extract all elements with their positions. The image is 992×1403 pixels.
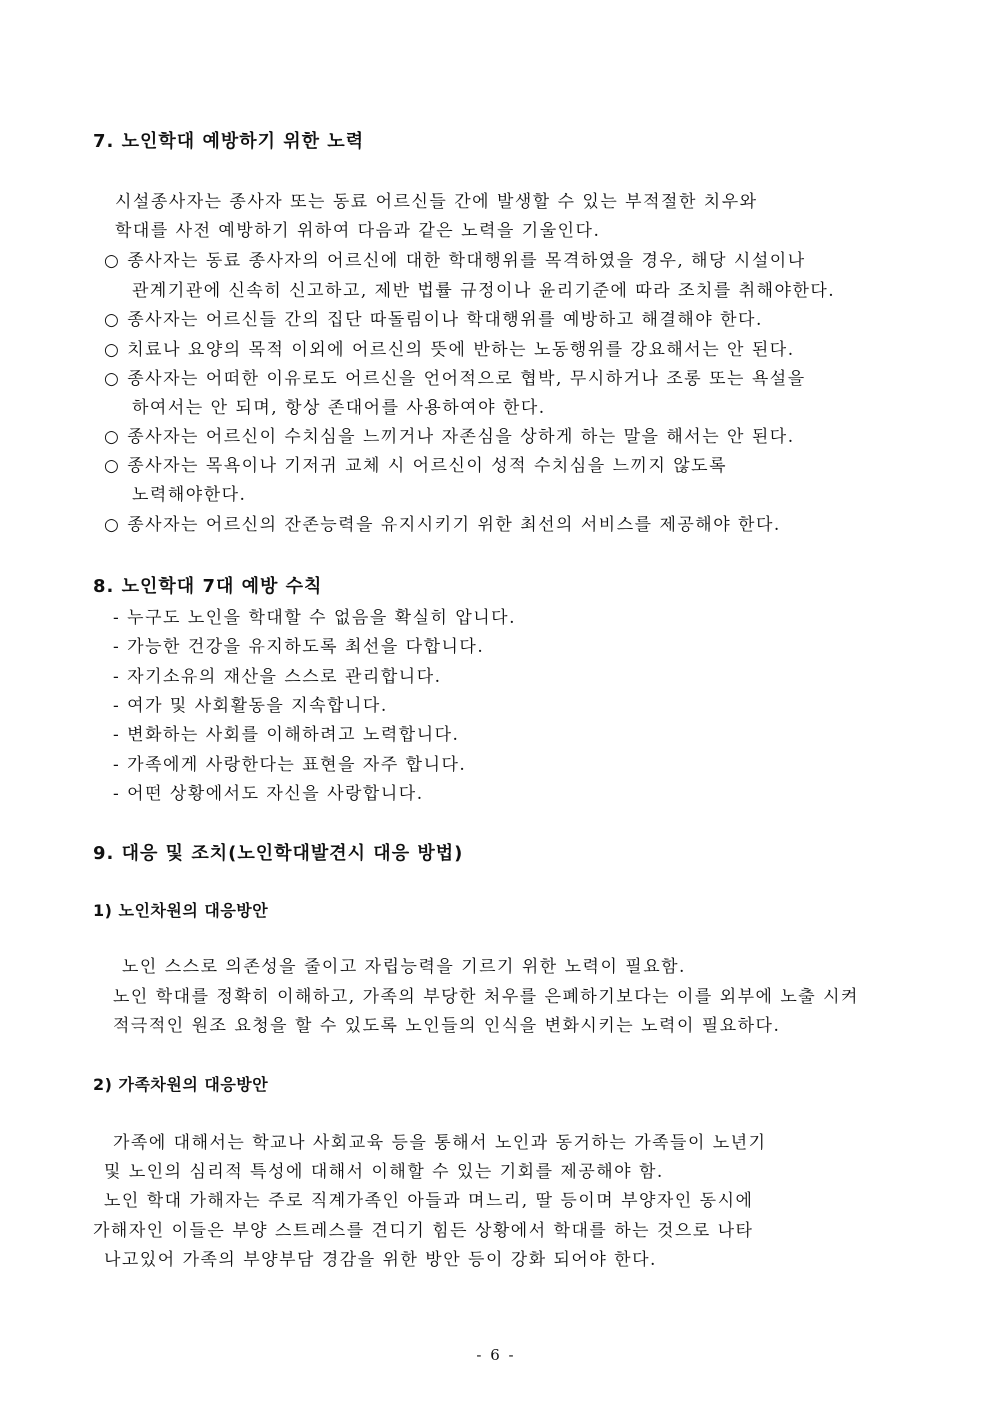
section-9-1-line: 적극적인 원조 요청을 할 수 있도록 노인들의 인식을 변화시키는 노력이 필요하다. <box>113 1016 781 1036</box>
section-9-2-line: 나고있어 가족의 부양부담 경감을 위한 방안 등이 강화 되어야 한다. <box>104 1250 657 1270</box>
section-8-rule: - 누구도 노인을 학대할 수 없음을 확실히 압니다. <box>113 608 516 628</box>
section-8-rule: - 자기소유의 재산을 스스로 관리합니다. <box>113 667 442 687</box>
section-7-list-item: ○ 종사자는 목욕이나 기저귀 교체 시 어르신이 성적 수치심을 느끼지 않도록 <box>104 456 728 476</box>
section-8-rule: - 가능한 건강을 유지하도록 최선을 다합니다. <box>113 637 485 657</box>
section-7-list-item-cont: 하여서는 안 되며, 항상 존대어를 사용하여야 한다. <box>132 398 546 418</box>
section-7-list-item: ○ 종사자는 동료 종사자의 어르신에 대한 학대행위를 목격하였을 경우, 해당 시설이나 <box>104 251 806 271</box>
section-7-list-item: ○ 종사자는 어르신이 수치심을 느끼거나 자존심을 상하게 하는 말을 해서는 안 된다. <box>104 427 795 447</box>
section-9-2-line: 가족에 대해서는 학교나 사회교육 등을 통해서 노인과 동거하는 가족들이 노년기 <box>113 1133 767 1153</box>
section-9-heading: 9. 대응 및 조치(노인학대발견시 대응 방법) <box>93 843 464 864</box>
section-9-1-line: 노인 스스로 의존성을 줄이고 자립능력을 기르기 위한 노력이 필요함. <box>122 957 686 977</box>
section-9-2-line: 노인 학대 가해자는 주로 직계가족인 아들과 며느리, 딸 등이며 부양자인 동시에 <box>104 1191 754 1211</box>
section-7-intro-line: 시설종사자는 종사자 또는 동료 어르신들 간에 발생할 수 있는 부적절한 치우와 <box>115 192 758 212</box>
section-8-rule: - 가족에게 사랑한다는 표현을 자주 합니다. <box>113 755 467 775</box>
page-number: - 6 - <box>476 1346 516 1364</box>
section-7-list-item: ○ 종사자는 어르신들 간의 집단 따돌림이나 학대행위를 예방하고 해결해야 한다. <box>104 310 763 330</box>
section-9-2-heading: 2) 가족차원의 대응방안 <box>93 1075 269 1094</box>
section-7-heading: 7. 노인학대 예방하기 위한 노력 <box>93 131 365 152</box>
section-8-rule: - 여가 및 사회활동을 지속합니다. <box>113 696 388 716</box>
section-9-2-line: 및 노인의 심리적 특성에 대해서 이해할 수 있는 기회를 제공해야 함. <box>104 1162 664 1182</box>
section-7-list-item-cont: 노력해야한다. <box>132 485 247 505</box>
section-9-2-line: 가해자인 이들은 부양 스트레스를 견디기 힘든 상황에서 학대를 하는 것으로 나타 <box>93 1221 754 1241</box>
section-9-1-line: 노인 학대를 정확히 이해하고, 가족의 부당한 처우를 은폐하기보다는 이를 외부에 노출 시켜 <box>113 987 859 1007</box>
section-7-list-item: ○ 종사자는 어르신의 잔존능력을 유지시키기 위한 최선의 서비스를 제공해야 한다. <box>104 515 781 535</box>
section-7-list-item: ○ 종사자는 어떠한 이유로도 어르신을 언어적으로 협박, 무시하거나 조롱 또는 욕설을 <box>104 369 806 389</box>
section-7-intro-line: 학대를 사전 예방하기 위하여 다음과 같은 노력을 기울인다. <box>115 221 601 241</box>
section-7-list-item-cont: 관계기관에 신속히 신고하고, 제반 법률 규정이나 윤리기준에 따라 조치를 취해야한다. <box>132 281 836 301</box>
section-8-rule: - 변화하는 사회를 이해하려고 노력합니다. <box>113 725 460 745</box>
section-8-rule: - 어떤 상황에서도 자신을 사랑합니다. <box>113 784 424 804</box>
section-8-heading: 8. 노인학대 7대 예방 수칙 <box>93 576 323 597</box>
section-9-1-heading: 1) 노인차원의 대응방안 <box>93 901 269 920</box>
section-7-list-item: ○ 치료나 요양의 목적 이외에 어르신의 뜻에 반하는 노동행위를 강요해서는 안 된다. <box>104 340 795 360</box>
